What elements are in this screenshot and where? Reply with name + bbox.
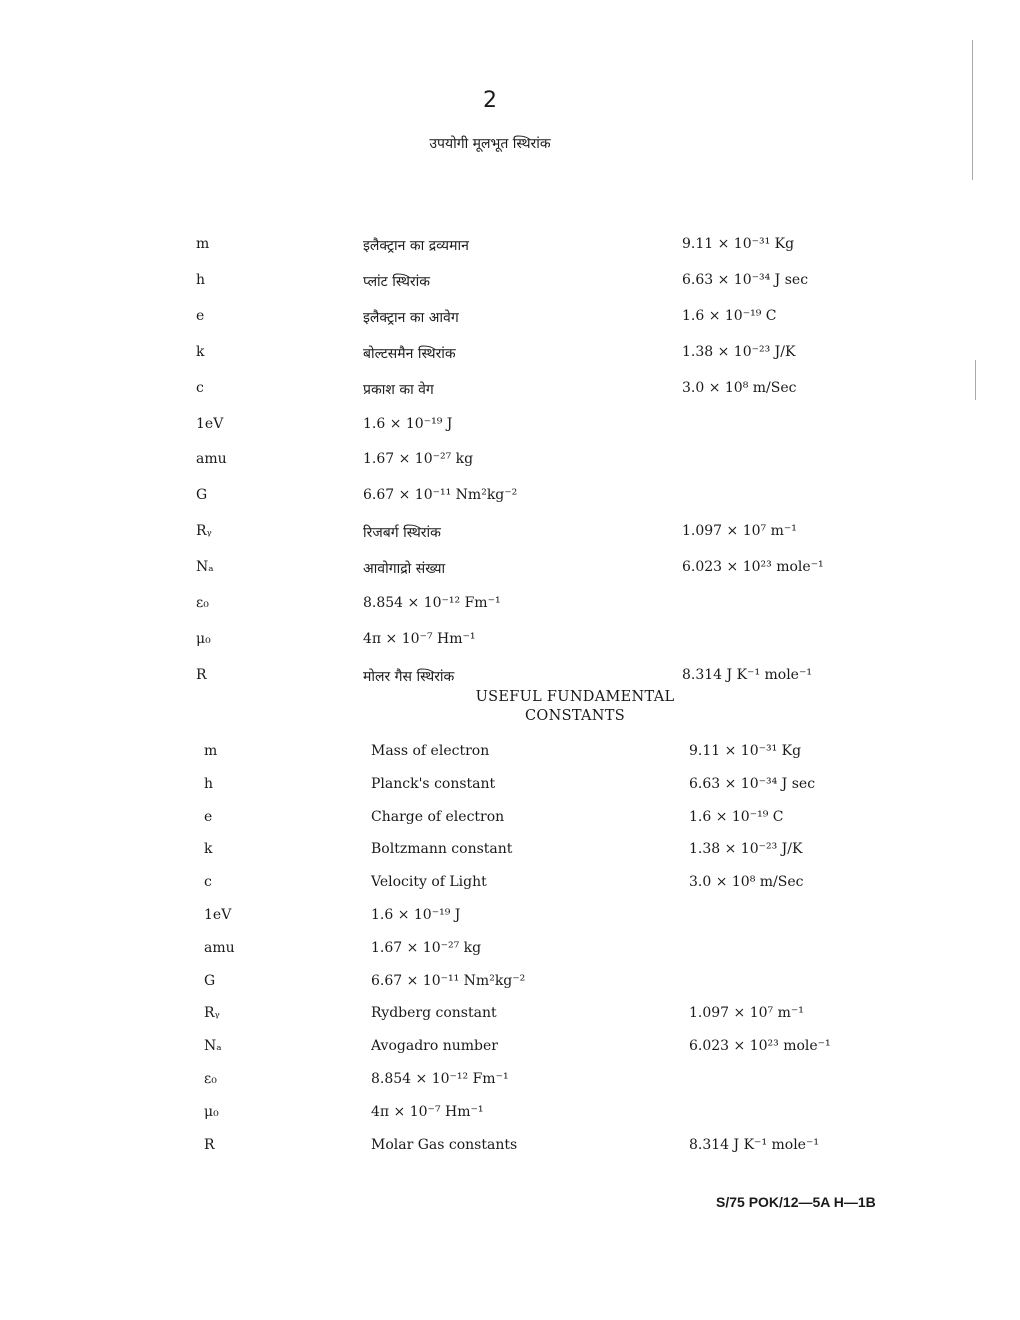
constant-symbol: μ₀ [204, 1103, 219, 1120]
hindi-title: उपयोगी मूलभूत स्थिरांक [429, 136, 551, 152]
constant-symbol: Rᵧ [196, 523, 212, 540]
constant-name: इलैक्ट्रान का आवेग [363, 309, 459, 326]
constant-name: Planck's constant [371, 775, 496, 792]
constant-value: 8.314 J K⁻¹ mole⁻¹ [682, 666, 812, 683]
constant-symbol: 1eV [204, 907, 232, 923]
constant-symbol: h [196, 271, 206, 288]
english-heading-line-1: USEFUL FUNDAMENTAL [475, 689, 675, 705]
constant-name: Avogadro number [371, 1038, 498, 1055]
constant-name: 8.854 × 10⁻¹² Fm⁻¹ [371, 1071, 509, 1087]
constant-name: 1.67 × 10⁻²⁷ kg [371, 939, 482, 956]
constant-name: 6.67 × 10⁻¹¹ Nm²kg⁻² [363, 487, 518, 504]
constant-symbol: amu [196, 451, 227, 468]
constant-symbol: Nₐ [196, 559, 214, 576]
constant-name: Charge of electron [371, 808, 505, 825]
constant-name: Rydberg constant [371, 1005, 497, 1022]
constant-symbol: amu [204, 939, 235, 956]
constant-value: 1.6 × 10⁻¹⁹ C [689, 808, 784, 825]
constant-name: 1.6 × 10⁻¹⁹ J [363, 415, 453, 432]
constant-name: बोल्टसमैन स्थिरांक [363, 345, 456, 362]
constant-value: 6.023 × 10²³ mole⁻¹ [689, 1038, 831, 1055]
constant-symbol: h [204, 775, 214, 792]
constant-name: Mass of electron [371, 743, 490, 759]
constant-name: प्लांट स्थिरांक [363, 273, 431, 290]
constant-value: 3.0 × 10⁸ m/Sec [689, 874, 804, 891]
constant-name: आवोगाद्रो संख्या [363, 561, 446, 578]
constant-symbol: c [204, 874, 212, 891]
constant-name: 1.67 × 10⁻²⁷ kg [363, 451, 474, 468]
scan-edge-mark [975, 360, 976, 400]
page-number: 2 [483, 88, 497, 113]
constant-value: 9.11 × 10⁻³¹ Kg [689, 743, 802, 759]
constant-symbol: G [196, 487, 208, 504]
constant-name: 4π × 10⁻⁷ Hm⁻¹ [363, 630, 476, 647]
constant-value: 1.38 × 10⁻²³ J/K [689, 841, 803, 858]
constant-name: 1.6 × 10⁻¹⁹ J [371, 907, 461, 923]
constant-symbol: 1eV [196, 415, 224, 432]
constant-value: 3.0 × 10⁸ m/Sec [682, 379, 797, 396]
constant-symbol: ε₀ [196, 595, 209, 611]
constant-name: रिजबर्ग स्थिरांक [363, 525, 441, 542]
english-heading-line-2: CONSTANTS [525, 708, 625, 724]
constant-symbol: G [204, 972, 216, 989]
constant-name: मोलर गैस स्थिरांक [363, 668, 455, 685]
constant-symbol: k [196, 343, 205, 360]
constant-value: 1.097 × 10⁷ m⁻¹ [682, 523, 797, 540]
constant-value: 8.314 J K⁻¹ mole⁻¹ [689, 1136, 819, 1153]
footer-code: S/75 POK/12—5A H—1B [716, 1194, 876, 1210]
constant-name: 4π × 10⁻⁷ Hm⁻¹ [371, 1103, 484, 1120]
constant-symbol: R [196, 666, 207, 683]
constant-name: 8.854 × 10⁻¹² Fm⁻¹ [363, 595, 501, 611]
constant-symbol: R [204, 1136, 215, 1153]
constant-symbol: m [204, 743, 218, 759]
constant-symbol: m [196, 236, 210, 252]
constant-value: 1.097 × 10⁷ m⁻¹ [689, 1005, 804, 1022]
constant-name: इलैक्ट्रान का द्रव्यमान [363, 238, 469, 254]
constant-value: 6.63 × 10⁻³⁴ J sec [682, 271, 809, 288]
constant-name: प्रकाश का वेग [363, 381, 434, 398]
constant-symbol: ε₀ [204, 1071, 217, 1087]
english-heading [0, 688, 1020, 726]
constant-value: 1.6 × 10⁻¹⁹ C [682, 307, 777, 324]
constant-symbol: Nₐ [204, 1038, 222, 1055]
constant-name: Boltzmann constant [371, 841, 513, 858]
constant-name: Molar Gas constants [371, 1136, 518, 1153]
constant-symbol: e [196, 307, 205, 324]
constant-symbol: c [196, 379, 204, 396]
constant-symbol: Rᵧ [204, 1005, 220, 1022]
constant-value: 1.38 × 10⁻²³ J/K [682, 343, 796, 360]
constant-symbol: e [204, 808, 213, 825]
constant-symbol: μ₀ [196, 630, 211, 647]
scan-edge-mark [972, 40, 973, 180]
constant-name: 6.67 × 10⁻¹¹ Nm²kg⁻² [371, 972, 526, 989]
constant-symbol: k [204, 841, 213, 858]
constant-name: Velocity of Light [371, 874, 487, 891]
constant-value: 9.11 × 10⁻³¹ Kg [682, 236, 795, 252]
constant-value: 6.023 × 10²³ mole⁻¹ [682, 559, 824, 576]
constant-value: 6.63 × 10⁻³⁴ J sec [689, 775, 816, 792]
